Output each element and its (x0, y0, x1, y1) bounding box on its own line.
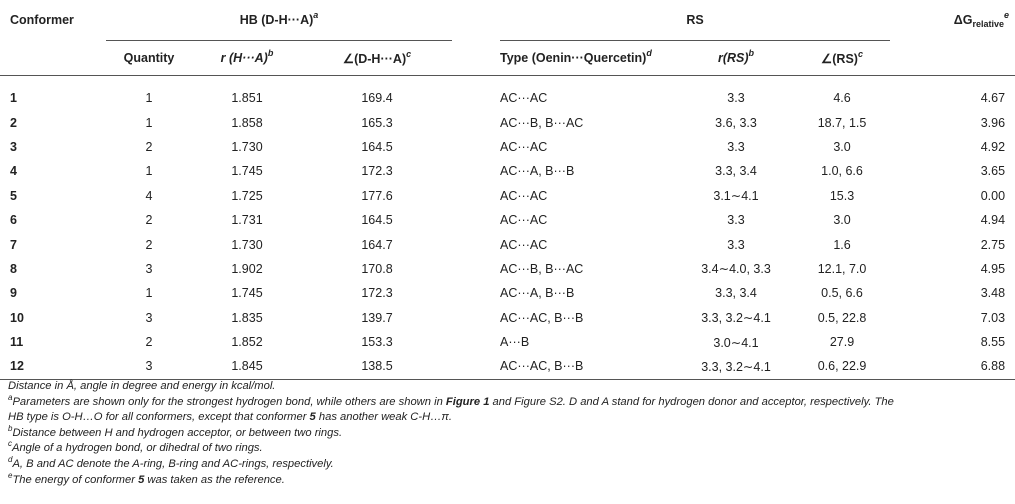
table-row (0, 306, 1015, 330)
table-row (0, 281, 1015, 305)
footnote-d: $^d$A, B and AC denote the A-ring, B-ring and AC-rings, respectively. (8, 454, 334, 470)
cell-rs-type: AC···A, B···B (500, 286, 575, 301)
cell-quantity: 2 (145, 335, 153, 350)
table-row (0, 76, 1015, 111)
table-row (0, 330, 1015, 354)
cell-r-rs: 3.6, 3.3 (715, 115, 757, 130)
cell-angle-rs: 3.0 (833, 213, 851, 228)
cell-angle-hb: 139.7 (361, 310, 393, 325)
cell-angle-hb: 169.4 (302, 76, 452, 111)
cell-conformer: 7 (10, 237, 17, 252)
footnote-b: $^b$Distance between H and hydrogen acceptor, or between two rings. (8, 423, 343, 439)
footnote-units: Distance in Å, angle in degree and energy in kcal/mol. (8, 380, 276, 392)
cell-r-rs: 3.3, 3.2∼4.1 (701, 311, 771, 326)
cell-conformer: 11 (10, 335, 24, 350)
cell-conformer: 12 (0, 354, 106, 379)
cell-quantity: 3 (106, 354, 192, 379)
header-conformer: Conformer (10, 13, 74, 28)
cell-delta-g: 4.92 (980, 139, 1006, 154)
cell-conformer: 6 (10, 213, 17, 228)
header-angle-rs: ∠(RS)$^c$ (794, 41, 890, 76)
cell-angle-hb: 138.5 (302, 354, 452, 379)
cell-gap (452, 135, 500, 159)
cell-conformer: 9 (10, 286, 17, 301)
cell-delta-g: 0.00 (980, 188, 1006, 203)
header-spacer (452, 0, 500, 41)
cell-quantity: 2 (145, 237, 153, 252)
header-r-rs: r(RS)$^b$ (678, 41, 794, 76)
cell-delta-g: 7.03 (980, 310, 1006, 325)
cell-rs-type: AC···B, B···AC (500, 115, 584, 130)
header-row-1 (0, 0, 1015, 41)
cell-gap (452, 110, 500, 134)
cell-angle-hb: 164.5 (361, 213, 393, 228)
cell-r-hb: 1.902 (231, 261, 263, 276)
cell-r-rs: 3.3, 3.4 (715, 164, 757, 179)
cell-rs-type: AC···AC (500, 188, 548, 203)
header-angle-hb: $\angle(D-H\cdot\cdot\cdot A)^c$ (302, 41, 452, 76)
cell-r-hb: 1.730 (231, 139, 263, 154)
cell-quantity: 1 (106, 76, 192, 111)
cell-r-rs: 3.3 (727, 139, 745, 154)
footnote-e: $^e$The energy of conformer 5 was taken as the reference. (8, 470, 285, 486)
cell-angle-hb: 177.6 (361, 188, 393, 203)
cell-rs-type: A···B (500, 335, 530, 350)
cell-quantity: 4 (145, 188, 153, 203)
cell-r-hb: 1.725 (231, 188, 263, 203)
cell-angle-rs: 0.5, 22.8 (817, 310, 867, 325)
header-row-2 (0, 41, 1015, 76)
cell-r-rs: 3.3, 3.4 (715, 286, 757, 301)
table-row (0, 184, 1015, 208)
cell-quantity: 3 (145, 261, 153, 276)
cell-angle-hb: 164.7 (361, 237, 393, 252)
cell-angle-rs: 3.0 (833, 139, 851, 154)
table-body (0, 76, 1015, 380)
cell-angle-rs: 1.0, 6.6 (821, 164, 863, 179)
cell-r-hb: 1.745 (231, 164, 263, 179)
cell-gap (452, 184, 500, 208)
cell-gap (452, 159, 500, 183)
cell-r-hb: 1.730 (231, 237, 263, 252)
cell-gap (452, 354, 500, 379)
cell-gap (452, 257, 500, 281)
cell-gap (452, 306, 500, 330)
cell-rs-type: AC···A, B···B (500, 164, 575, 179)
cell-gap (452, 232, 500, 256)
cell-conformer: 2 (10, 115, 17, 130)
cell-angle-rs: 0.5, 6.6 (821, 286, 863, 301)
cell-angle-hb: 170.8 (361, 261, 393, 276)
cell-r-hb: 1.852 (231, 335, 263, 350)
cell-quantity: 3 (145, 310, 153, 325)
cell-angle-hb: 164.5 (361, 139, 393, 154)
cell-delta-g: 4.67 (890, 76, 1015, 111)
header-quantity: Quantity (106, 41, 192, 76)
table-row (0, 110, 1015, 134)
cell-delta-g: 3.48 (980, 286, 1006, 301)
table-row (0, 232, 1015, 256)
table-row (0, 159, 1015, 183)
cell-conformer: 4 (10, 164, 17, 179)
cell-r-rs: 3.3 (727, 237, 745, 252)
cell-conformer: 10 (10, 310, 24, 325)
cell-angle-hb: 172.3 (361, 164, 393, 179)
cell-quantity: 2 (145, 139, 153, 154)
cell-angle-rs: 15.3 (829, 188, 855, 203)
cell-angle-rs: 18.7, 1.5 (817, 115, 867, 130)
cell-r-hb: 1.731 (231, 213, 263, 228)
cell-r-rs: 3.4∼4.0, 3.3 (701, 262, 771, 277)
cell-delta-g: 4.94 (980, 213, 1006, 228)
cell-quantity: 1 (145, 286, 153, 301)
footnote-c: $^c$Angle of a hydrogen bond, or dihedral of two rings. (8, 439, 263, 455)
cell-conformer: 5 (10, 188, 17, 203)
cell-rs-type: AC···AC (500, 213, 548, 228)
table-footnotes (8, 379, 894, 488)
header-empty-2 (890, 41, 1015, 76)
footnote-a-cont: HB type is O-H…O for all conformers, except that conformer 5 has another weak C-H…π. (8, 411, 452, 424)
footnote-a: $^a$Parameters are shown only for the strongest hydrogen bond, while others are shown in Figure 1 and Figure S2. D and A stand for hydrogen donor and acceptor, respectively. The (8, 392, 894, 408)
cell-angle-rs: 0.6, 22.9 (794, 354, 890, 379)
cell-gap (452, 281, 500, 305)
cell-delta-g: 3.96 (980, 115, 1006, 130)
cell-r-rs: 3.1∼4.1 (713, 189, 759, 204)
cell-gap (452, 330, 500, 354)
cell-delta-g: 2.75 (980, 237, 1006, 252)
cell-r-rs: 3.3 (678, 76, 794, 111)
header-hb-group: HB $(D-H\cdot\cdot\cdot A)^a$ (239, 10, 319, 27)
cell-conformer: 8 (10, 261, 17, 276)
cell-angle-rs: 27.9 (829, 335, 855, 350)
cell-angle-hb: 153.3 (361, 335, 393, 350)
cell-rs-type: AC···AC, B···B (500, 354, 678, 379)
cell-angle-rs: 4.6 (794, 76, 890, 111)
cell-r-hb: 1.835 (231, 310, 263, 325)
cell-angle-hb: 165.3 (361, 115, 393, 130)
header-r-hb: r $(H\cdot\cdot\cdot A)^b$ (192, 41, 302, 76)
cell-quantity: 1 (145, 164, 153, 179)
cell-r-hb: 1.745 (231, 286, 263, 301)
cell-r-hb: 1.851 (192, 76, 302, 111)
cell-rs-type: AC···AC (500, 237, 548, 252)
cell-conformer: 1 (0, 76, 106, 111)
cell-angle-hb: 172.3 (361, 286, 393, 301)
cell-delta-g: 6.88 (890, 354, 1015, 379)
cell-r-hb: 1.858 (231, 115, 263, 130)
cell-quantity: 1 (145, 115, 153, 130)
header-rs-group: RS (686, 13, 704, 27)
cell-rs-type: AC···B, B···AC (500, 261, 584, 276)
table-row (0, 354, 1015, 379)
cell-conformer: 3 (10, 139, 17, 154)
header-empty (0, 41, 106, 76)
cell-angle-rs: 12.1, 7.0 (817, 261, 867, 276)
cell-r-hb: 1.845 (192, 354, 302, 379)
cell-r-rs: 3.0∼4.1 (713, 335, 759, 350)
cell-rs-type: AC···AC, B···B (500, 310, 584, 325)
cell-quantity: 2 (145, 213, 153, 228)
cell-rs-type: AC···AC (500, 76, 678, 111)
cell-angle-rs: 1.6 (833, 237, 851, 252)
cell-delta-g: 8.55 (980, 335, 1006, 350)
cell-rs-type: AC···AC (500, 139, 548, 154)
table-row (0, 135, 1015, 159)
table-row (0, 257, 1015, 281)
cell-r-rs: 3.3, 3.2∼4.1 (678, 354, 794, 379)
header-delta-g: $\Delta G_{relative}^e$ (953, 10, 1010, 30)
header-rs-type: Type (Oenin···Quercetin)$^d$ (500, 41, 678, 76)
header-gap (452, 41, 500, 76)
cell-gap (452, 76, 500, 111)
cell-r-rs: 3.3 (727, 213, 745, 228)
cell-delta-g: 4.95 (980, 261, 1006, 276)
table-row (0, 208, 1015, 232)
cell-delta-g: 3.65 (980, 164, 1006, 179)
cell-gap (452, 208, 500, 232)
